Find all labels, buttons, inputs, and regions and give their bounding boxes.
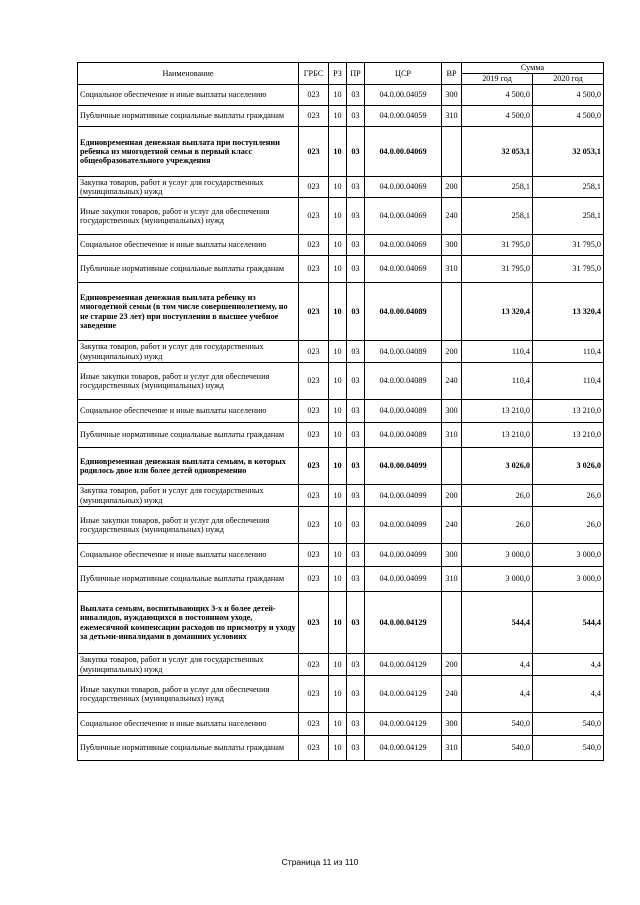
- cell-2019: 540,0: [462, 736, 533, 761]
- cell-rz: 10: [329, 256, 347, 283]
- cell-grbs: 023: [299, 400, 329, 423]
- cell-vr: 310: [442, 256, 462, 283]
- cell-csr: 04.0.00.04099: [365, 448, 442, 485]
- cell-pr: 03: [347, 341, 365, 363]
- table-row: [78, 127, 604, 177]
- cell-grbs: 023: [299, 736, 329, 761]
- cell-grbs: 023: [299, 676, 329, 713]
- cell-vr: [442, 283, 462, 341]
- cell-grbs: 023: [299, 544, 329, 567]
- cell-pr: 03: [347, 423, 365, 448]
- header-name: Наименование: [78, 63, 299, 85]
- cell-rz: 10: [329, 676, 347, 713]
- cell-2019: 3 000,0: [462, 544, 533, 567]
- cell-grbs: 023: [299, 341, 329, 363]
- cell-rz: 10: [329, 283, 347, 341]
- cell-csr: 04.0.00.04129: [365, 654, 442, 676]
- cell-name: Публичные нормативные социальные выплаты гражданам: [78, 567, 299, 592]
- cell-rz: 10: [329, 736, 347, 761]
- cell-rz: 10: [329, 713, 347, 736]
- cell-rz: 10: [329, 106, 347, 127]
- cell-rz: 10: [329, 544, 347, 567]
- cell-2019: 3 026,0: [462, 448, 533, 485]
- cell-2020: 258,1: [533, 198, 604, 235]
- cell-name: Единовременная денежная выплата при поступлении ребенка из многодетной семьи в первый класс общеобразовательного учреждения: [78, 127, 299, 177]
- cell-2020: 544,4: [533, 592, 604, 654]
- cell-pr: 03: [347, 592, 365, 654]
- cell-pr: 03: [347, 127, 365, 177]
- cell-name: Выплата семьям, воспитывающих 3-х и более детей-инвалидов, нуждающихся в постоянном уходе, ежемесячной компенсации расходов по присмотру и уходу за детьми-инвалидами в домашних условиях: [78, 592, 299, 654]
- cell-name: Закупка товаров, работ и услуг для государственных (муниципальных) нужд: [78, 654, 299, 676]
- cell-2020: 31 795,0: [533, 235, 604, 256]
- cell-pr: 03: [347, 485, 365, 507]
- cell-csr: 04.0.00.04129: [365, 592, 442, 654]
- cell-name: Закупка товаров, работ и услуг для государственных (муниципальных) нужд: [78, 177, 299, 198]
- cell-vr: 300: [442, 85, 462, 106]
- cell-vr: [442, 448, 462, 485]
- cell-grbs: 023: [299, 654, 329, 676]
- cell-pr: 03: [347, 177, 365, 198]
- cell-name: Закупка товаров, работ и услуг для государственных (муниципальных) нужд: [78, 485, 299, 507]
- cell-vr: 310: [442, 106, 462, 127]
- cell-pr: 03: [347, 507, 365, 544]
- cell-grbs: 023: [299, 256, 329, 283]
- cell-vr: 300: [442, 544, 462, 567]
- cell-vr: 200: [442, 177, 462, 198]
- cell-name: Социальное обеспечение и иные выплаты населению: [78, 235, 299, 256]
- cell-grbs: 023: [299, 592, 329, 654]
- cell-vr: 240: [442, 198, 462, 235]
- cell-csr: 04.0.00.04069: [365, 177, 442, 198]
- table-row: [78, 235, 604, 256]
- cell-grbs: 023: [299, 423, 329, 448]
- table-row: [78, 448, 604, 485]
- cell-rz: 10: [329, 85, 347, 106]
- cell-name: Публичные нормативные социальные выплаты гражданам: [78, 736, 299, 761]
- cell-2019: 258,1: [462, 177, 533, 198]
- table-row: [78, 400, 604, 423]
- cell-csr: 04.0.00.04099: [365, 567, 442, 592]
- table-row: [78, 363, 604, 400]
- table-row: [78, 736, 604, 761]
- cell-pr: 03: [347, 654, 365, 676]
- cell-grbs: 023: [299, 448, 329, 485]
- cell-csr: 04.0.00.04099: [365, 507, 442, 544]
- cell-grbs: 023: [299, 485, 329, 507]
- cell-2020: 4,4: [533, 676, 604, 713]
- cell-name: Социальное обеспечение и иные выплаты населению: [78, 713, 299, 736]
- table-row: [78, 283, 604, 341]
- cell-2020: 26,0: [533, 485, 604, 507]
- cell-rz: 10: [329, 235, 347, 256]
- cell-2019: 4,4: [462, 654, 533, 676]
- cell-rz: 10: [329, 198, 347, 235]
- table-row: [78, 544, 604, 567]
- cell-csr: 04.0.00.04069: [365, 198, 442, 235]
- cell-grbs: 023: [299, 85, 329, 106]
- cell-vr: 300: [442, 713, 462, 736]
- table-row: [78, 592, 604, 654]
- table-row: [78, 423, 604, 448]
- header-vr: ВР: [442, 63, 462, 85]
- table-row: [78, 676, 604, 713]
- cell-vr: 310: [442, 567, 462, 592]
- cell-csr: 04.0.00.04089: [365, 423, 442, 448]
- cell-2019: 13 210,0: [462, 423, 533, 448]
- cell-csr: 04.0.00.04069: [365, 256, 442, 283]
- cell-name: Иные закупки товаров, работ и услуг для обеспечения государственных (муниципальных) нужд: [78, 676, 299, 713]
- header-2019: 2019 год: [462, 74, 533, 85]
- header-sum: Сумма: [462, 63, 604, 74]
- cell-csr: 04.0.00.04099: [365, 544, 442, 567]
- cell-grbs: 023: [299, 283, 329, 341]
- table-row: [78, 256, 604, 283]
- cell-2019: 540,0: [462, 713, 533, 736]
- cell-rz: 10: [329, 177, 347, 198]
- cell-csr: 04.0.00.04069: [365, 127, 442, 177]
- cell-2020: 110,4: [533, 363, 604, 400]
- cell-csr: 04.0.00.04129: [365, 713, 442, 736]
- cell-vr: 240: [442, 507, 462, 544]
- cell-2020: 3 000,0: [533, 567, 604, 592]
- cell-pr: 03: [347, 400, 365, 423]
- cell-csr: 04.0.00.04089: [365, 400, 442, 423]
- cell-rz: 10: [329, 567, 347, 592]
- cell-vr: 240: [442, 363, 462, 400]
- cell-2020: 3 000,0: [533, 544, 604, 567]
- cell-2020: 32 053,1: [533, 127, 604, 177]
- cell-2020: 31 795,0: [533, 256, 604, 283]
- cell-rz: 10: [329, 448, 347, 485]
- cell-2020: 4 500,0: [533, 85, 604, 106]
- table-row: [78, 198, 604, 235]
- cell-name: Социальное обеспечение и иные выплаты населению: [78, 85, 299, 106]
- table-row: [78, 341, 604, 363]
- table-row: [78, 713, 604, 736]
- cell-vr: 200: [442, 485, 462, 507]
- cell-rz: 10: [329, 127, 347, 177]
- cell-vr: 300: [442, 235, 462, 256]
- header-pr: ПР: [347, 63, 365, 85]
- cell-pr: 03: [347, 544, 365, 567]
- table-row: [78, 177, 604, 198]
- cell-2019: 110,4: [462, 341, 533, 363]
- cell-csr: 04.0.00.04059: [365, 85, 442, 106]
- cell-name: Публичные нормативные социальные выплаты гражданам: [78, 256, 299, 283]
- header-rz: РЗ: [329, 63, 347, 85]
- cell-pr: 03: [347, 567, 365, 592]
- cell-2019: 4 500,0: [462, 85, 533, 106]
- cell-name: Единовременная денежная выплата ребенку из многодетной семьи (в том числе совершеннолетнему, но не старше 23 лет) при поступлении в высшее учебное заведение: [78, 283, 299, 341]
- cell-2019: 3 000,0: [462, 567, 533, 592]
- cell-name: Иные закупки товаров, работ и услуг для обеспечения государственных (муниципальных) нужд: [78, 198, 299, 235]
- cell-2020: 13 210,0: [533, 423, 604, 448]
- header-csr: ЦСР: [365, 63, 442, 85]
- cell-pr: 03: [347, 106, 365, 127]
- cell-grbs: 023: [299, 363, 329, 400]
- cell-name: Социальное обеспечение и иные выплаты населению: [78, 544, 299, 567]
- cell-pr: 03: [347, 448, 365, 485]
- cell-grbs: 023: [299, 198, 329, 235]
- table-body: [78, 85, 604, 761]
- cell-name: Публичные нормативные социальные выплаты гражданам: [78, 423, 299, 448]
- cell-pr: 03: [347, 713, 365, 736]
- cell-name: Публичные нормативные социальные выплаты гражданам: [78, 106, 299, 127]
- cell-pr: 03: [347, 198, 365, 235]
- table-row: [78, 485, 604, 507]
- cell-name: Закупка товаров, работ и услуг для государственных (муниципальных) нужд: [78, 341, 299, 363]
- cell-vr: 240: [442, 676, 462, 713]
- cell-vr: 200: [442, 654, 462, 676]
- cell-2019: 110,4: [462, 363, 533, 400]
- cell-2019: 544,4: [462, 592, 533, 654]
- cell-vr: [442, 592, 462, 654]
- cell-2020: 540,0: [533, 736, 604, 761]
- cell-csr: 04.0.00.04069: [365, 235, 442, 256]
- cell-2020: 110,4: [533, 341, 604, 363]
- cell-2019: 258,1: [462, 198, 533, 235]
- table-row: [78, 567, 604, 592]
- cell-name: Единовременная денежная выплата семьям, в которых родилось двое или более детей одновременно: [78, 448, 299, 485]
- cell-rz: 10: [329, 654, 347, 676]
- cell-csr: 04.0.00.04089: [365, 363, 442, 400]
- cell-pr: 03: [347, 235, 365, 256]
- cell-2020: 13 320,4: [533, 283, 604, 341]
- header-2020: 2020 год: [533, 74, 604, 85]
- table-row: [78, 85, 604, 106]
- cell-csr: 04.0.00.04129: [365, 676, 442, 713]
- cell-grbs: 023: [299, 567, 329, 592]
- cell-pr: 03: [347, 283, 365, 341]
- cell-vr: 200: [442, 341, 462, 363]
- cell-csr: 04.0.00.04059: [365, 106, 442, 127]
- cell-vr: 310: [442, 736, 462, 761]
- cell-rz: 10: [329, 507, 347, 544]
- cell-2019: 31 795,0: [462, 235, 533, 256]
- cell-2019: 32 053,1: [462, 127, 533, 177]
- cell-2019: 26,0: [462, 507, 533, 544]
- cell-name: Иные закупки товаров, работ и услуг для обеспечения государственных (муниципальных) нужд: [78, 507, 299, 544]
- cell-rz: 10: [329, 423, 347, 448]
- cell-rz: 10: [329, 341, 347, 363]
- cell-grbs: 023: [299, 713, 329, 736]
- cell-pr: 03: [347, 363, 365, 400]
- cell-2020: 4 500,0: [533, 106, 604, 127]
- cell-2019: 13 320,4: [462, 283, 533, 341]
- cell-2020: 13 210,0: [533, 400, 604, 423]
- cell-vr: 300: [442, 400, 462, 423]
- cell-rz: 10: [329, 592, 347, 654]
- cell-2020: 4,4: [533, 654, 604, 676]
- header-grbs: ГРБС: [299, 63, 329, 85]
- cell-grbs: 023: [299, 235, 329, 256]
- cell-csr: 04.0.00.04129: [365, 736, 442, 761]
- cell-vr: 310: [442, 423, 462, 448]
- cell-2020: 540,0: [533, 713, 604, 736]
- cell-pr: 03: [347, 676, 365, 713]
- table-row: [78, 507, 604, 544]
- cell-csr: 04.0.00.04089: [365, 283, 442, 341]
- cell-name: Иные закупки товаров, работ и услуг для обеспечения государственных (муниципальных) нужд: [78, 363, 299, 400]
- cell-grbs: 023: [299, 127, 329, 177]
- page-footer: Страница 11 из 110: [281, 857, 359, 867]
- cell-name: Социальное обеспечение и иные выплаты населению: [78, 400, 299, 423]
- cell-2019: 26,0: [462, 485, 533, 507]
- table-row: [78, 654, 604, 676]
- cell-2020: 258,1: [533, 177, 604, 198]
- budget-table: [77, 62, 604, 761]
- cell-rz: 10: [329, 400, 347, 423]
- cell-csr: 04.0.00.04099: [365, 485, 442, 507]
- cell-pr: 03: [347, 736, 365, 761]
- cell-rz: 10: [329, 363, 347, 400]
- cell-pr: 03: [347, 85, 365, 106]
- cell-pr: 03: [347, 256, 365, 283]
- cell-grbs: 023: [299, 106, 329, 127]
- cell-2019: 4 500,0: [462, 106, 533, 127]
- cell-2019: 13 210,0: [462, 400, 533, 423]
- cell-grbs: 023: [299, 507, 329, 544]
- table-row: [78, 106, 604, 127]
- cell-2019: 31 795,0: [462, 256, 533, 283]
- cell-2020: 3 026,0: [533, 448, 604, 485]
- cell-csr: 04.0.00.04089: [365, 341, 442, 363]
- cell-2020: 26,0: [533, 507, 604, 544]
- cell-grbs: 023: [299, 177, 329, 198]
- cell-vr: [442, 127, 462, 177]
- cell-2019: 4,4: [462, 676, 533, 713]
- cell-rz: 10: [329, 485, 347, 507]
